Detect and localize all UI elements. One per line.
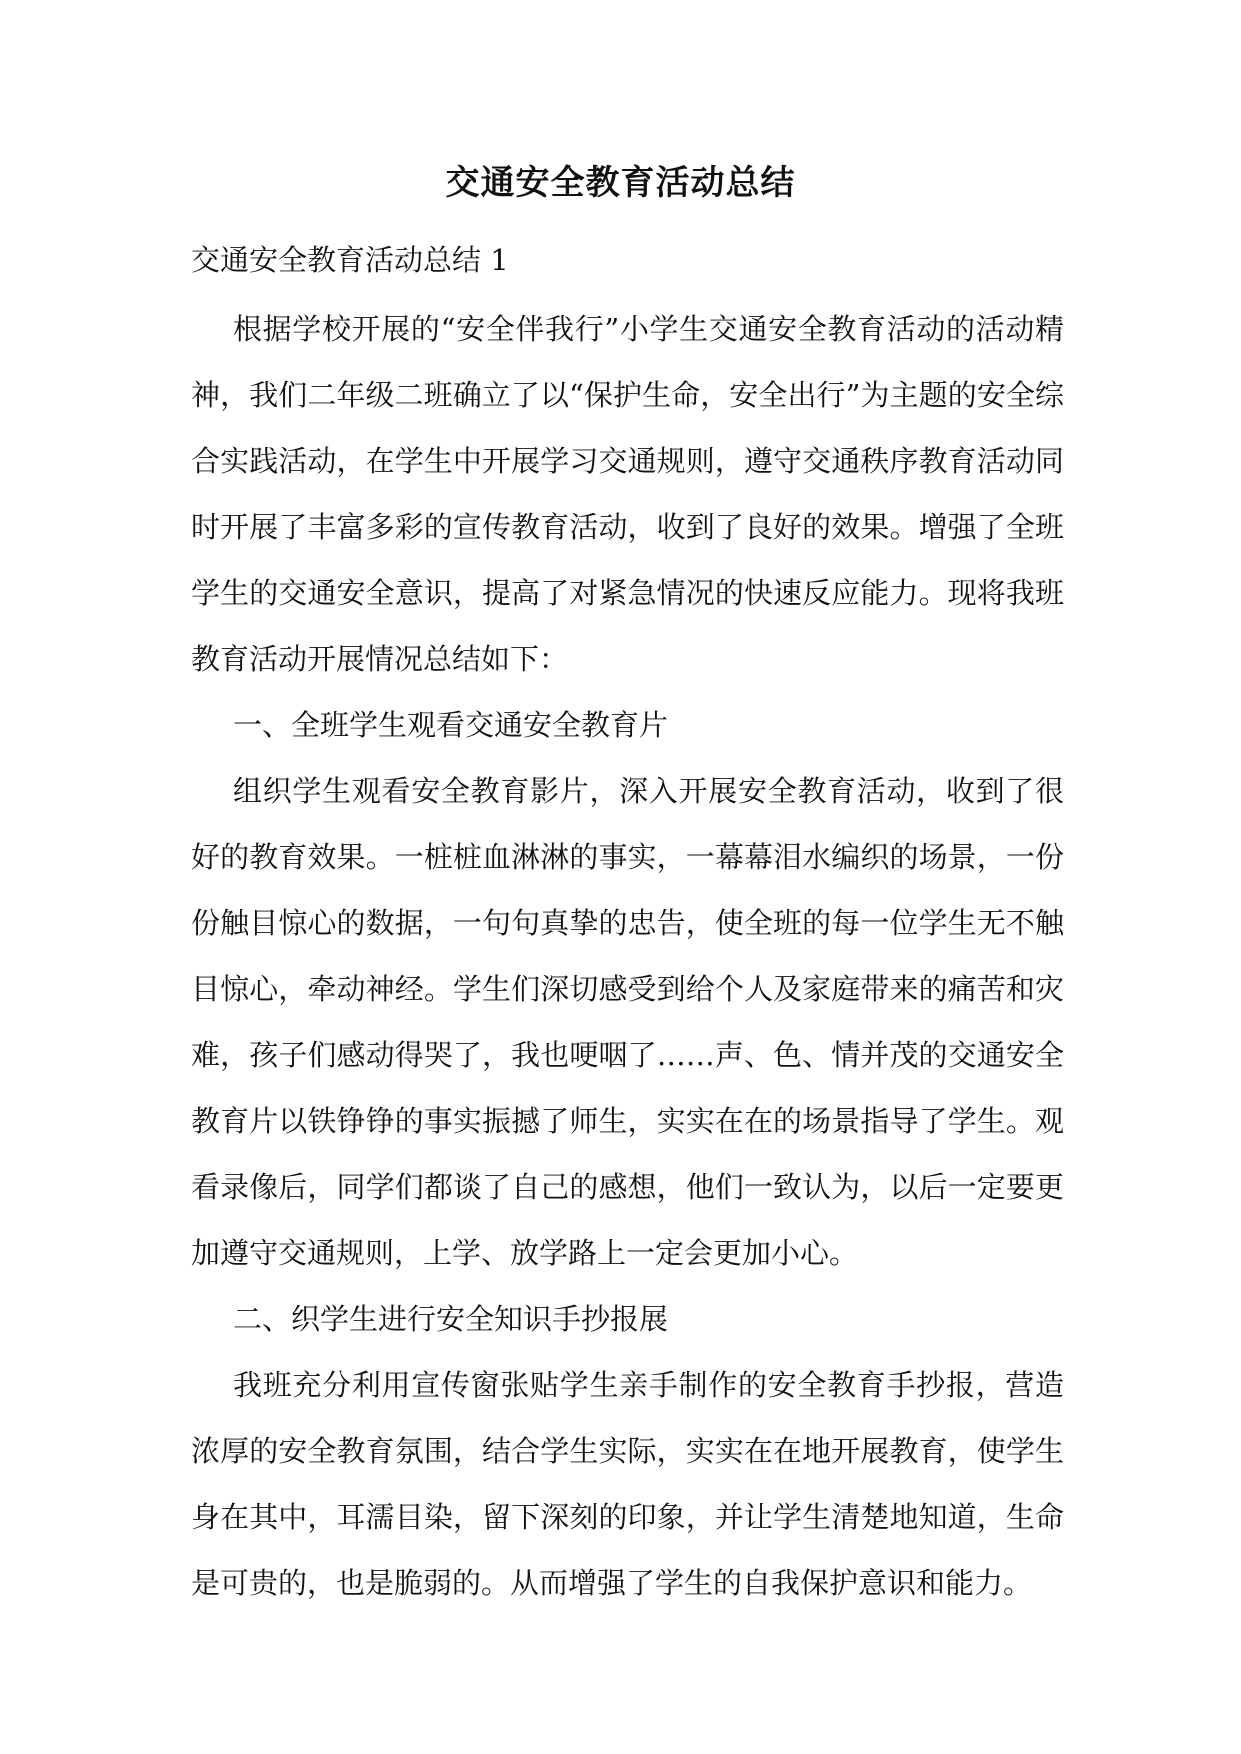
paragraph-section-1: 组织学生观看安全教育影片，深入开展安全教育活动，收到了很好的教育效果。一桩桩血淋淋的事实，一幕幕泪水编织的场景，一份份触目惊心的数据，一句句真挚的忠告，使全班的每一位学生无不触目惊心，牵动神经。学生们深切感受到给个人及家庭带来的痛苦和灾难，孩子们感动得哭了，我也哽咽了……声、色、情并茂的交通安全教育片以铁铮铮的事实振撼了师生，实实在在的场景指导了学生。观看录像后，同学们都谈了自己的感想，他们一致认为，以后一定要更加遵守交通规则，上学、放学路上一定会更加小心。 (191, 774, 1064, 1270)
document-title: 交通安全教育活动总结 (445, 163, 796, 203)
section-heading-1: 一、全班学生观看交通安全教育片 (233, 708, 669, 742)
paragraph-section-2: 我班充分利用宣传窗张贴学生亲手制作的安全教育手抄报，营造浓厚的安全教育氛围，结合学生实际，实实在在地开展教育，使学生身在其中，耳濡目染，留下深刻的印象，并让学生清楚地知道，生命是可贵的，也是脆弱的。从而增强了学生的自我保护意识和能力。 (191, 1368, 1064, 1600)
document-body (191, 230, 1064, 1616)
section-subtitle: 交通安全教育活动总结 1 (191, 243, 509, 277)
section-heading-2: 二、织学生进行安全知识手抄报展 (233, 1302, 669, 1336)
paragraph-intro: 根据学校开展的“安全伴我行”小学生交通安全教育活动的活动精神，我们二年级二班确立了以“保护生命，安全出行”为主题的安全综合实践活动，在学生中开展学习交通规则，遵守交通秩序教育活动同时开展了丰富多彩的宣传教育活动，收到了良好的效果。增强了全班学生的交通安全意识，提高了对紧急情况的快速反应能力。现将我班教育活动开展情况总结如下： (191, 312, 1064, 676)
